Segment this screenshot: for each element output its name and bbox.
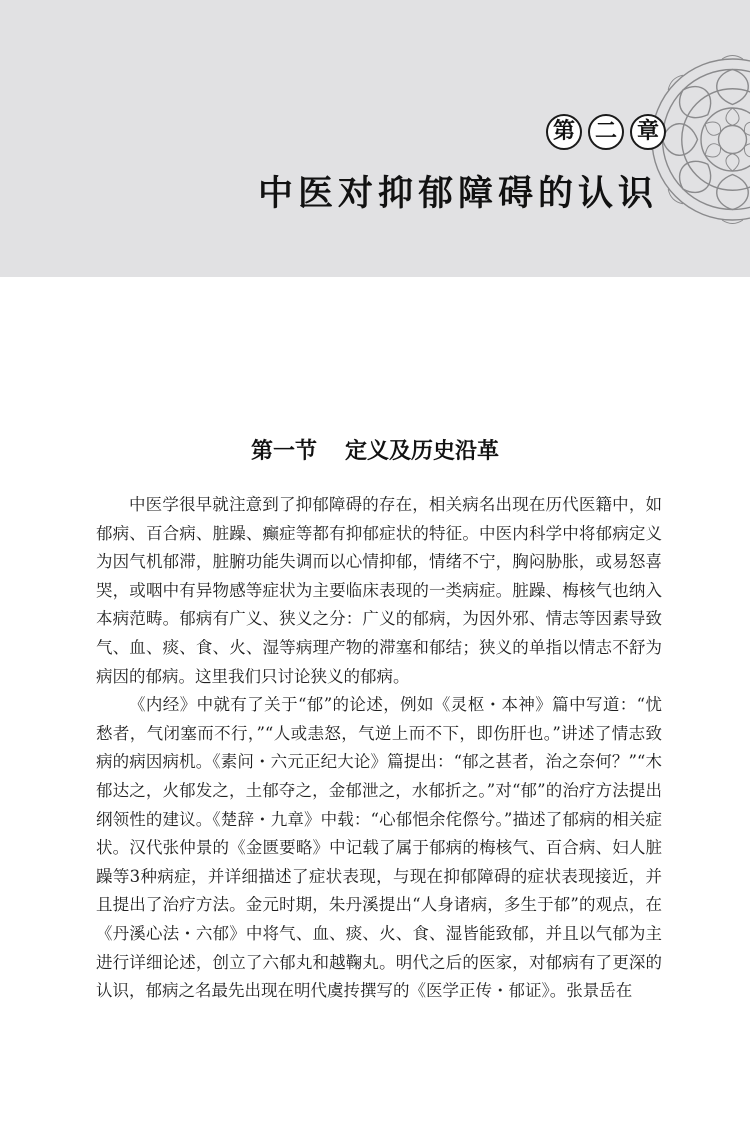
paragraph-definition: 中医学很早就注意到了抑郁障碍的存在，相关病名出现在历代医籍中，如郁病、百合病、脏躁、癫症等都有抑郁症状的特征。中医内科学中将郁病定义为因气机郁滞，脏腑功能失调而以心情抑郁，情绪不宁，胸闷胁胀，或易怒喜哭，或咽中有异物感等症状为主要临床表现的一类病症。脏躁、梅核气也纳入本病范畴。郁病有广义、狭义之分：广义的郁病，为因外邪、情志等因素导致气、血、痰、食、火、湿等病理产物的滞塞和郁结；狭义的单指以情志不舒为病因的郁病。这里我们只讨论狭义的郁病。 (96, 495, 662, 686)
chapter-header-band (0, 0, 750, 277)
section-heading (0, 434, 750, 465)
chapter-number-label (546, 114, 666, 150)
chapter-char-1: 第 (546, 114, 582, 150)
body-text (96, 491, 662, 1006)
chapter-title: 中医对抑郁障碍的认识 (257, 173, 658, 214)
chapter-char-2: 二 (588, 114, 624, 150)
section-number: 第一节 (250, 439, 317, 464)
paragraph-history: 《内经》中就有了关于“郁”的论述，例如《灵枢・本神》篇中写道：“忧愁者，气闭塞而不行，”“人或恚怒，气逆上而不下，即伤肝也。”讲述了情志致病的病因病机。《素问・六元正纪大论》篇提出：“郁之甚者，治之奈何？”“木郁达之，火郁发之，土郁夺之，金郁泄之，水郁折之。”对“郁”的治疗方法提出纲领性的建议。《楚辞・九章》中载：“心郁悒余侘傺兮。”描述了郁病的相关症状。汉代张仲景的《金匮要略》中记载了属于郁病的梅核气、百合病、妇人脏躁等3种病症，并详细描述了症状表现，与现在抑郁障碍的症状表现接近，并且提出了治疗方法。金元时期，朱丹溪提出“人身诸病，多生于郁”的观点，在《丹溪心法・六郁》中将气、血、痰、火、食、湿皆能致郁，并且以气郁为主进行详细论述，创立了六郁丸和越鞠丸。明代之后的医家，对郁病有了更深的认识，郁病之名最先出现在明代虞抟撰写的《医学正传・郁证》。张景岳在 (96, 695, 662, 1001)
chapter-char-3: 章 (630, 114, 666, 150)
section-title: 定义及历史沿革 (345, 439, 500, 464)
